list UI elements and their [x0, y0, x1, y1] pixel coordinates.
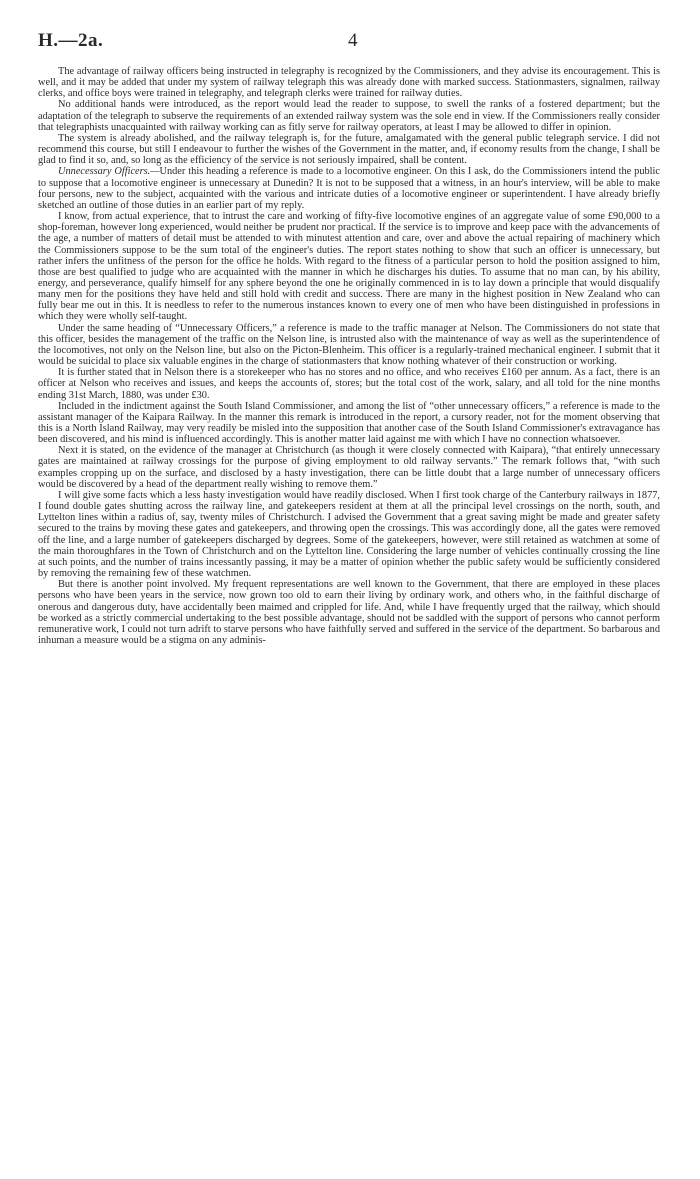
paragraph-kaipara: Included in the indictment against the South Island Commissioner, and among the list of “other unnecessary officers,” a reference is made to the assistant manager of the Kaipara Railway. In the manner this remark is introduced in the report, a cursory reader, not for the moment observing that this is a North Island Railway, may very readily be misled into the supposition that another case of the South Island Commissioner's extravagance has been discovered, and his mind is influenced accordingly. This is another matter laid against me with which I have no connection whatsoever.	[38, 400, 660, 446]
paragraph-canterbury-facts: I will give some facts which a less hasty investigation would have readily disclosed. When I first took charge of the Canterbury railways in 1877, I found double gates shutting across the railway line, and gatekeepers resident at them at all the principal level crossings on the north, south, and Lyttelton lines within a radius of, say, twenty miles of Christchurch. I advised the Government that a great saving might be made and greater safety secured to the trains by moving these gates and gatekeepers, and throwing open the crossings. This was accordingly done, all the gates were removed off the line, and a large number of gatekeepers discharged by degrees. Some of the gatekeepers, however, were still retained as watchmen at some of the main thoroughfares in the Town of Christchurch and on the Lyttelton line. Considering the large number of vehicles continually crossing the line at such points, and the number of trains incessantly passing, it may be a matter of opinion whether the public safety would be sufficiently considered by removing the remaining few of these watchmen.	[38, 489, 660, 580]
paragraph-system-abolished: The system is already abolished, and the railway telegraph is, for the future, amalgamated with the general public telegraph service. I did not recommend this course, but still I endeavour to further the wishes of the Government in the matter, and, if economy results from the change, I shall be glad to find it so, and, so long as the efficiency of the service is not seriously impaired, shall be content.	[38, 132, 660, 167]
paragraph-locomotive-engines: I know, from actual experience, that to intrust the care and working of fifty-five locomotive engines of an aggregate value of some £90,000 to a shop-foreman, however long experienced, would neither be prudent nor practical. If the service is to improve and keep pace with the advancements of the age, a number of matters of detail must be attended to with minutest attention and care, over and above the actual repairing of machinery which the Commissioners suppose to be the sum total of the engineer's duties. The report states nothing to show that such an officer is unnecessary, but rather infers the unfitness of the person for the office he holds. With regard to the fitness of a particular person to hold the position assigned to him, those are best qualified to judge who are acquainted with the manner in which he discharges his duties. To assume that no man can, by his ability, energy, and perseverance, qualify himself for any sphere beyond the one he originally commenced in is to lay down a principle that would disqualify many men for the positions they have held and still hold with credit and success. There are many in the highest position in New Zealand who can fully bear me out in this. It is needless to refer to the numerous instances known to every one of men who have been distinguished in professions in which they were wholly self-taught.	[38, 211, 660, 323]
paragraph-storekeeper: It is further stated that in Nelson there is a storekeeper who has no stores and no office, and who receives £160 per annum. As a fact, there is an officer at Nelson who receives and issues, and keeps the accounts of, stores; but the total cost of the work, salary, and all told for the nine months ending 31st March, 1880, was under £30.	[38, 367, 660, 401]
document-reference: H.—2a.	[38, 30, 104, 51]
page-header	[38, 30, 660, 66]
paragraph-traffic-manager-nelson: Under the same heading of “Unnecessary Officers,” a reference is made to the traffic manager at Nelson. The Commissioners do not state that this officer, besides the management of the traffic on the Nelson line, is intrusted also with the maintenance of way as well as the superintendence of the locomotives, not only on the Nelson line, but also on the Picton-Blenheim. This officer is a regularly-trained mechanical engineer. I submit that it would be suicidal to place six valuable engines in the charge of stationmasters that know nothing whatever of their construction or working.	[38, 322, 660, 368]
section-heading: Unnecessary Officers.—	[58, 166, 160, 178]
paragraph-additional-hands: No additional hands were introduced, as the report would lead the reader to suppose, to swell the ranks of a fostered department; but the adaptation of the telegraph to subserve the requirements of an extended railway system was the sole end in view. If the Commissioners really consider that telegraphists unacquainted with railway working can as fitly serve for railway operators, at least I may be allowed to differ in opinion.	[38, 99, 660, 133]
paragraph-another-point: But there is another point involved. My frequent representations are well known to the Government, that there are employed in these places persons who have been years in the service, now grown too old to earn their living by ordinary work, and others who, in the faithful discharge of onerous and dangerous duty, have accidentally been maimed and crippled for life. And, while I have frequently urged that the railway, which should be worked as a strictly commercial undertaking to the best possible advantage, should not be saddled with the support of persons who cannot perform remunerative work, I could not turn adrift to starve persons who have faithfully served and suffered in the service of the department. So barbarous and inhuman a measure would be a stigma on any adminis-	[38, 579, 660, 646]
paragraph-unnecessary-officers	[38, 166, 660, 211]
body-text	[38, 66, 660, 646]
paragraph-text: Under this heading a reference is made to a locomotive engineer. On this I ask, do the Commissioners intend the public to suppose that a locomotive engineer is unnecessary at Dunedin? It is not to be supposed that a witness, in an hour's interview, will be able to make four persons, new to the subject, acquainted with the various and intricate duties of a locomotive engineer or superintendent. I have already briefly sketched an outline of those duties in an earlier part of my reply.	[38, 166, 661, 211]
page-number: 4	[348, 30, 358, 51]
paragraph-telegraphy: The advantage of railway officers being instructed in telegraphy is recognized by the Commissioners, and they advise its encouragement. This is well, and it may be added that under my system of railway telegraph this was already done with marked success. Stationmasters, signalmen, railway clerks, and office boys were trained in telegraphy, and telegraph clerks were trained for railway duties.	[38, 66, 660, 100]
paragraph-gates: Next it is stated, on the evidence of the manager at Christchurch (as though it were closely connected with Kaipara), “that entirely unnecessary gates are maintained at railway crossings for the purpose of giving employment to old railway servants.” The remark follows that, “with such examples cropping up on the surface, and disclosed by a hasty investigation, there can be little doubt that a large number of unnecessary officers would be discovered by a head of the department really wishing to remove them.”	[38, 445, 660, 490]
